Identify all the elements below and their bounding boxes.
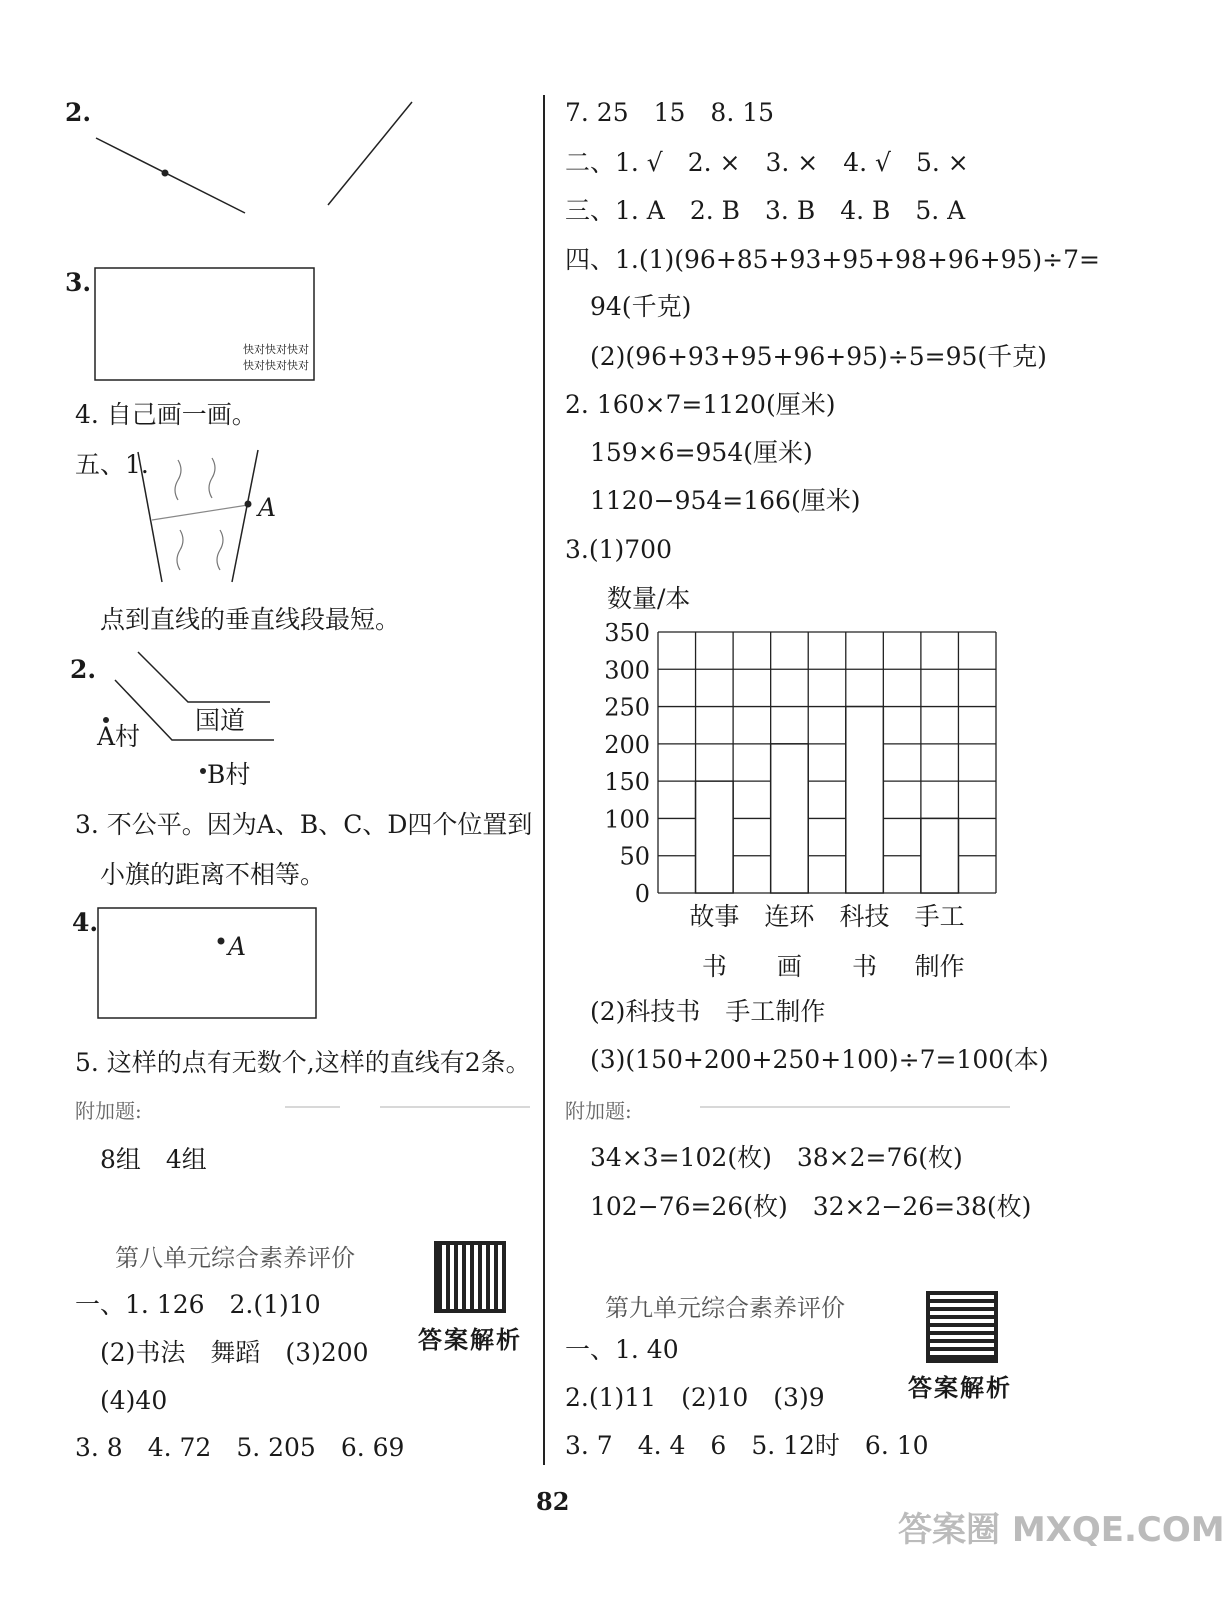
right-line2: 二、1. √ 2. × 3. × 4. √ 5. ×: [565, 148, 969, 177]
x-tick-label-line2: 画: [776, 952, 802, 981]
section5-q2-label: 2.: [70, 655, 97, 684]
bar-故事书: [696, 781, 734, 893]
right-extra-line1: 34×3=102(枚) 38×2=76(枚): [590, 1143, 963, 1172]
x-tick-label-line2: 书: [701, 952, 727, 981]
right-line3: 三、1. A 2. B 3. B 4. B 5. A: [565, 196, 966, 225]
bar-连环画: [771, 744, 809, 893]
unit8-line1: 一、1. 126 2.(1)10: [75, 1290, 321, 1319]
left-q4: 4. 自己画一画。: [75, 400, 257, 429]
x-tick-label-line2: 书: [852, 952, 878, 981]
y-tick-label: 350: [604, 619, 650, 647]
section5-q3-line1: 3. 不公平。因为A、B、C、D四个位置到: [75, 810, 533, 839]
right-line8: 159×6=954(厘米): [590, 438, 813, 467]
y-tick-label: 200: [604, 730, 650, 759]
unit9-line1: 一、1. 40: [565, 1335, 679, 1364]
y-tick-label: 300: [604, 656, 650, 685]
right-line7: 2. 160×7=1120(厘米): [565, 390, 836, 419]
watermark: 答案圈 MXQE.COM: [898, 1510, 1225, 1550]
unit8-line2: (2)书法 舞蹈 (3)200: [100, 1338, 369, 1367]
section5-q1-label: 五、1.: [75, 450, 149, 479]
river-point-a-label: A: [258, 493, 277, 522]
chart-ylabel: 数量/本: [607, 584, 691, 613]
q4-point-a-label: A: [228, 932, 247, 961]
right-line6: (2)(96+93+95+96+95)÷5=95(千克): [590, 342, 1047, 371]
right-line10: 3.(1)700: [565, 535, 672, 564]
left-extra-answer: 8组 4组: [100, 1145, 207, 1174]
section5-q4-label: 4.: [72, 908, 99, 937]
unit9-qr-label: 答案解析: [908, 1373, 1012, 1402]
unit8-line4: 3. 8 4. 72 5. 205 6. 69: [75, 1433, 405, 1462]
y-tick-label: 100: [604, 805, 650, 834]
right-line5: 94(千克): [590, 292, 692, 321]
right-line12: (3)(150+200+250+100)÷7=100(本): [590, 1045, 1049, 1074]
x-tick-label-line2: 制作: [914, 952, 965, 981]
x-tick-label-line1: 故事: [689, 902, 740, 931]
right-extra-title: 附加题:: [565, 1099, 632, 1123]
bar-手工制作: [921, 818, 959, 893]
bar-科技书: [846, 707, 884, 893]
unit9-qr-icon[interactable]: [930, 1295, 994, 1359]
section5-q3-line2: 小旗的距离不相等。: [100, 860, 326, 889]
right-line11: (2)科技书 手工制作: [590, 997, 826, 1026]
village-a-label: A村: [97, 722, 141, 751]
page-number: 82: [536, 1487, 570, 1516]
left-q3-label: 3.: [65, 268, 92, 297]
y-tick-label: 250: [604, 693, 650, 722]
right-extra-line2: 102−76=26(枚) 32×2−26=38(枚): [590, 1192, 1032, 1221]
section5-q5: 5. 这样的点有无数个,这样的直线有2条。: [75, 1048, 531, 1077]
x-tick-label-line1: 科技: [839, 902, 890, 931]
section5-note: 点到直线的垂直线段最短。: [100, 605, 401, 634]
q3-stamp-1: 快对快对快对: [243, 343, 309, 356]
right-line1: 7. 25 15 8. 15: [565, 98, 775, 127]
unit9-line2: 2.(1)11 (2)10 (3)9: [565, 1383, 825, 1412]
right-line4: 四、1.(1)(96+85+93+95+98+96+95)÷7=: [565, 245, 1100, 274]
x-tick-label-line1: 连环: [764, 902, 815, 931]
unit8-qr-label: 答案解析: [418, 1325, 522, 1354]
left-extra-title: 附加题:: [75, 1099, 142, 1123]
unit9-line3: 3. 7 4. 4 6 5. 12时 6. 10: [565, 1431, 929, 1460]
left-q2-label: 2.: [65, 98, 92, 127]
unit8-title: 第八单元综合素养评价: [115, 1244, 355, 1272]
y-tick-label: 150: [604, 768, 650, 797]
y-tick-label: 50: [619, 842, 650, 871]
road-label: 国道: [195, 706, 246, 735]
right-line9: 1120−954=166(厘米): [590, 486, 861, 515]
village-b-label: B村: [207, 760, 251, 789]
unit9-title: 第九单元综合素养评价: [605, 1294, 845, 1322]
y-tick-label: 0: [634, 880, 650, 908]
unit8-line3: (4)40: [100, 1386, 168, 1415]
x-tick-label-line1: 手工: [914, 902, 965, 931]
q3-stamp-2: 快对快对快对: [243, 359, 309, 372]
